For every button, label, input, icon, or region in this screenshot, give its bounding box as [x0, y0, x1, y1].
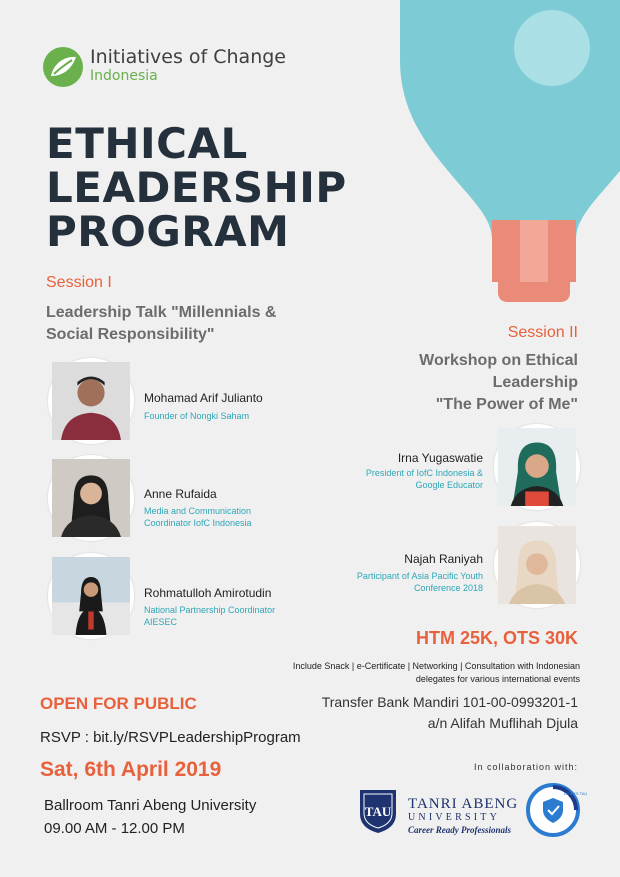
- open-for-public: OPEN FOR PUBLIC: [40, 694, 197, 713]
- title-line: ETHICAL: [46, 119, 248, 168]
- speaker-photo-avatar: [494, 424, 580, 510]
- speaker-role: Participant of Asia Pacific Youth Conference 2018: [356, 571, 483, 593]
- session1-label: Session I: [46, 274, 112, 291]
- crest-text: TAU: [364, 804, 392, 819]
- shield-badge-icon: [526, 783, 588, 837]
- speaker-name: Rohmatulloh Amirotudin: [144, 586, 272, 600]
- speaker-photo-avatar: [48, 553, 134, 639]
- event-venue: [44, 794, 256, 840]
- ticket-price: HTM 25K, OTS 30K: [415, 628, 578, 648]
- collaboration-label: In collaboration with:: [473, 762, 578, 772]
- speaker-name: Irna Yugaswatie: [397, 451, 483, 465]
- university-tagline: Career Ready Professionals: [408, 825, 511, 835]
- event-date: Sat, 6th April 2019: [40, 758, 222, 781]
- session2-title-line: Leadership: [492, 374, 578, 391]
- includes-text: Include Snack | e-Certificate | Networking | Consultation with Indonesian delegates for various international events: [292, 661, 580, 684]
- speaker-photo-avatar: [48, 358, 134, 444]
- badge-text: DEAN'S TAU: [564, 791, 588, 796]
- organizer-name: Initiatives of Change: [90, 46, 286, 68]
- rsvp-link[interactable]: RSVP : bit.ly/RSVPLeadershipProgram: [40, 729, 301, 746]
- speaker-name: Anne Rufaida: [144, 487, 217, 501]
- speaker-photo-avatar: [48, 455, 134, 541]
- speaker-role: Founder of Nongki Saham: [144, 411, 250, 421]
- event-time: 09.00 AM - 12.00 PM: [44, 820, 185, 837]
- title-line: LEADERSHIP: [46, 163, 347, 212]
- speaker-photo-avatar: [494, 522, 580, 608]
- transfer-account: Transfer Bank Mandiri 101-00-0993201-1: [321, 694, 578, 710]
- university-crest-icon: [357, 786, 399, 834]
- session2-title: [358, 350, 578, 416]
- speaker-name: Mohamad Arif Julianto: [144, 391, 263, 405]
- university-word: UNIVERSITY: [408, 812, 500, 823]
- session2-label: Session II: [507, 324, 578, 341]
- session2-title-line: Workshop on Ethical: [419, 352, 578, 369]
- title-line: PROGRAM: [46, 207, 290, 256]
- organizer-region: Indonesia: [90, 68, 158, 84]
- speaker-role: Media and Communication Coordinator IofC Indonesia: [144, 506, 252, 528]
- leaf-circle-icon: [42, 46, 84, 88]
- university-name: TANRI ABENG: [408, 796, 519, 812]
- page-title: [46, 119, 347, 256]
- session1-title: Leadership Talk "Millennials & Social Responsibility": [46, 304, 277, 343]
- session2-title-line: "The Power of Me": [435, 396, 578, 413]
- speaker-role: National Partnership Coordinator AIESEC: [144, 605, 276, 627]
- venue-name: Ballroom Tanri Abeng University: [44, 797, 257, 814]
- speaker-role: President of IofC Indonesia & Google Educator: [365, 468, 483, 490]
- speaker-name: Najah Raniyah: [404, 552, 483, 566]
- transfer-holder: a/n Alifah Muflihah Djula: [427, 715, 578, 731]
- transfer-info: [322, 692, 578, 734]
